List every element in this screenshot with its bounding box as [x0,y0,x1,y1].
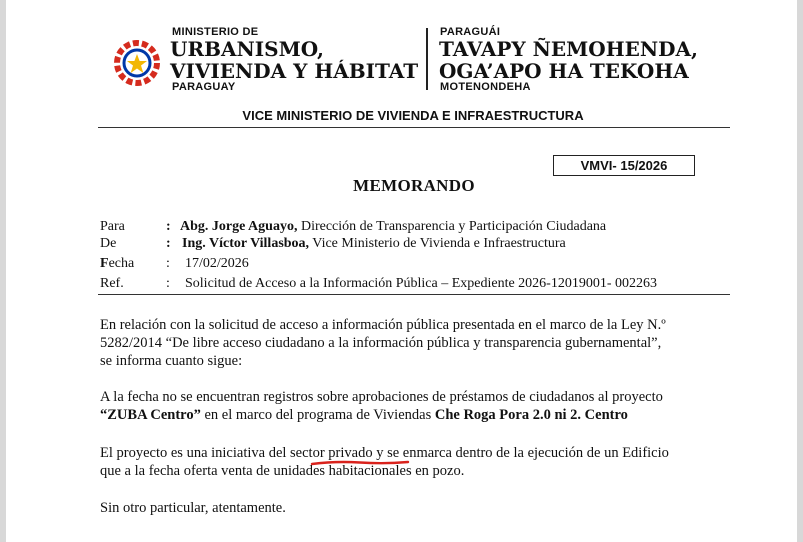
program-name: Che Roga Pora 2.0 ni 2. Centro [434,407,628,423]
ref-value: Solicitud de Acceso a la Información Pública – Expediente 2026-12019001- 002263 [185,276,658,291]
logo-motenondeha-label: MOTENONDEHA [440,81,531,93]
page-edge-right [797,0,803,542]
paragraph-line: que a la fecha oferta venta de unidades habitacionales en pozo. [100,463,465,479]
program-intro: en el marco del programa de Viviendas [200,407,435,423]
memo-number-box: VMVI- 15/2026 [553,155,695,176]
red-underline-annotation [310,458,410,468]
para-dept: Dirección de Transparencia y Participación Ciudadana [297,219,607,234]
logo-vivienda-text: VIVIENDA Y HÁBITAT [170,59,419,83]
logo-guarani-line1: TAVAPY ÑEMOHENDA, [439,37,698,61]
de-colon: : [166,236,171,251]
logo-urbanismo-text: URBANISMO, [170,37,324,61]
paragraph-project [100,444,730,480]
logo-ministerio-label: MINISTERIO DE [172,26,259,38]
project-name: “ZUBA Centro” [100,407,201,423]
ref-colon: : [166,276,170,291]
closing-line: Sin otro particular, atentamente. [100,500,286,516]
paragraph-line: se informa cuanto sigue: [100,353,243,369]
vice-ministerio-heading: VICE MINISTERIO DE VIVIENDA E INFRAESTRUCTURA [242,108,584,123]
logo-guarani-line2: OGA’APO HA TEKOHA [439,59,689,83]
de-dept: Vice Ministerio de Vivienda e Infraestructura [309,236,566,251]
memo-title: MEMORANDO [353,176,475,195]
header-rule [98,294,730,295]
de-label: De [100,236,117,251]
ministry-seal-icon [113,40,161,86]
paragraph-findings [100,388,730,424]
paragraph-line [100,406,730,424]
fecha-label [100,256,134,272]
paragraph-line: El proyecto es una iniciativa del sector privado y se enmarca dentro de la ejecución de un Edificio [100,445,669,461]
para-label: Para [100,219,125,234]
ref-label: Ref. [100,276,124,291]
fecha-label-rest: echa [108,256,135,271]
paragraph-line: En relación con la solicitud de acceso a información pública presentada en el marco de la Ley N.º [100,317,666,333]
para-colon: : [166,219,171,234]
para-value [180,219,606,235]
heading-rule [98,127,730,128]
de-value [182,236,566,252]
logo-paraguai-label: PARAGUÁI [440,26,501,38]
paragraph-line: 5282/2014 “De libre acceso ciudadano a la información pública y transparencia gubernamental”, [100,335,662,351]
paragraph-line: A la fecha no se encuentran registros sobre aprobaciones de préstamos de ciudadanos al proyecto [100,389,663,405]
para-name: Abg. Jorge Aguayo, [180,219,298,234]
logo-divider [426,28,428,90]
page-edge-left [0,0,6,542]
fecha-colon: : [166,256,170,271]
fecha-label-initial: F [100,256,109,271]
fecha-value: 17/02/2026 [185,256,249,271]
logo-paraguay-label: PARAGUAY [172,81,236,93]
paragraph-intro [100,316,730,370]
de-name: Ing. Víctor Villasboa, [182,236,310,251]
